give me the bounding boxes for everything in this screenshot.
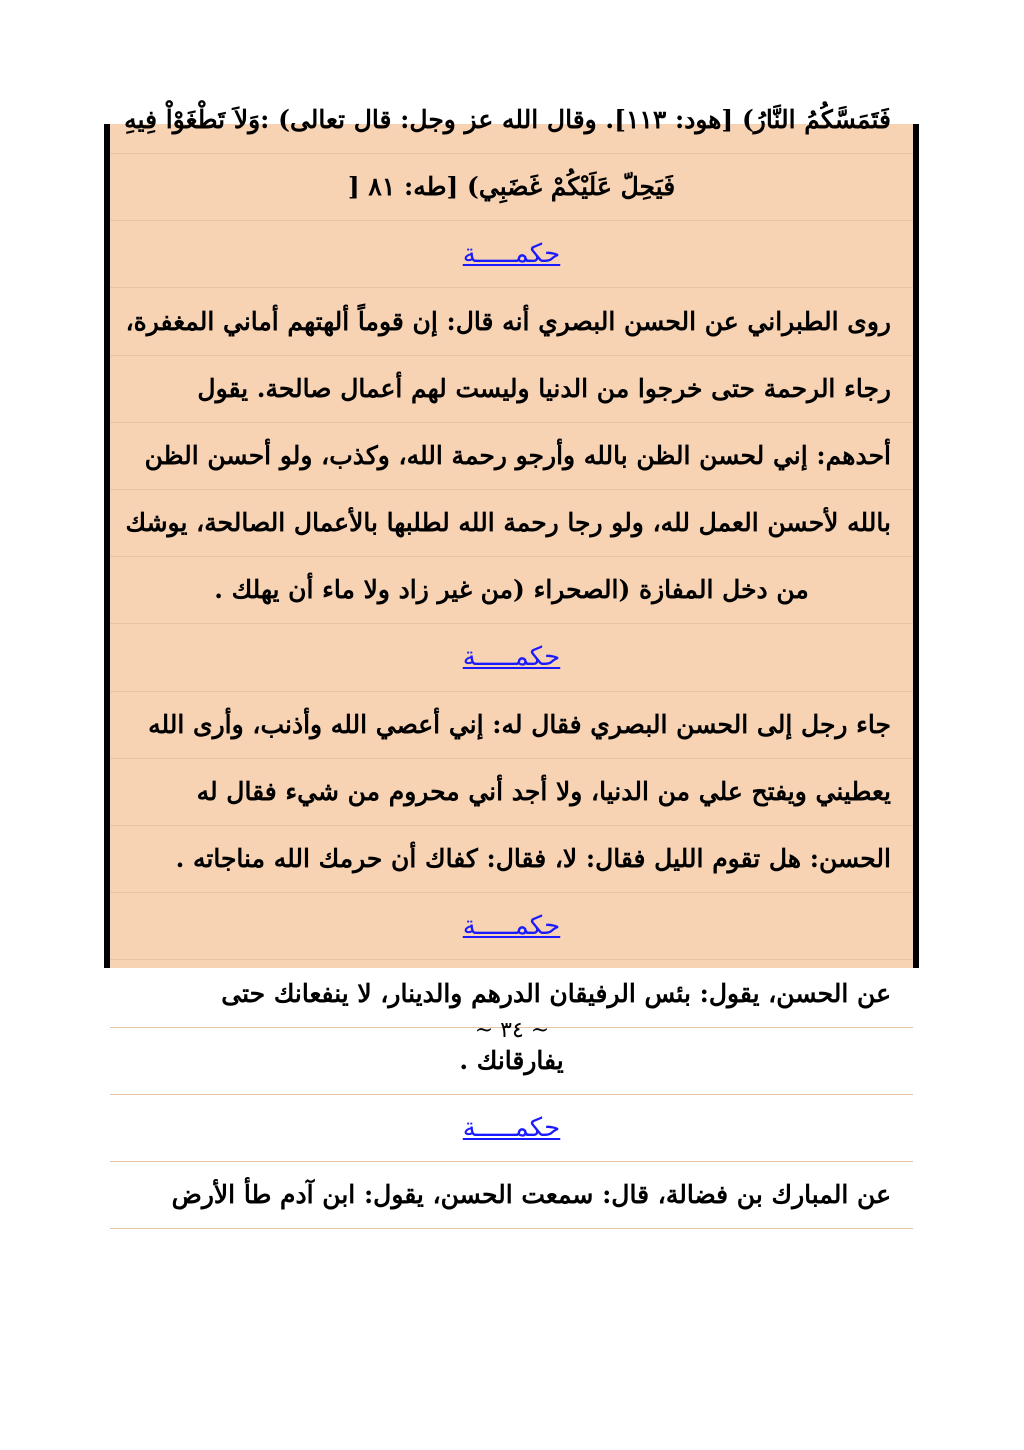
text-line-content: رجاء الرحمة حتى خرجوا من الدنيا وليست لهم أعمال صالحة. يقول [197, 373, 891, 403]
text-line-content: بالله لأحسن العمل لله، ولو رجا رحمة الله لطلبها بالأعمال الصالحة، يوشك [125, 508, 891, 538]
text-line-content: يفارقانك . [459, 1045, 564, 1075]
text-line-content: يعطيني ويفتح علي من الدنيا، ولا أجد أني محروم من شيء فقال له [196, 777, 891, 806]
text-line [110, 1161, 913, 1229]
text-line [110, 758, 913, 826]
text-line [110, 691, 913, 759]
text-line [110, 422, 913, 490]
text-line [110, 153, 913, 221]
text-line-content: أحدهم: إني لحسن الظن بالله وأرجو رحمة الله، وكذب، ولو أحسن الظن [144, 441, 891, 470]
text-line [110, 288, 913, 356]
text-line-content: روى الطبراني عن الحسن البصري أنه قال: إن قوماً ألهتهم أماني المغفرة، [125, 306, 891, 336]
section-heading[interactable] [110, 624, 913, 692]
text-line-content: جاء رجل إلى الحسن البصري فقال له: إني أعصي الله وأذنب، وأرى الله [148, 709, 891, 739]
page-number: ~ ٣٤ ~ [474, 1018, 550, 1043]
section-heading[interactable] [110, 892, 913, 960]
text-line [110, 355, 913, 423]
text-line-content: فَتَمَسَّكُمُ النَّارُ) [هود: ١١٣]. وقال الله عز وجل: قال تعالى) :وَلاَ تَطْغَوْاْ فِيهِ [124, 105, 891, 134]
section-heading-label[interactable]: حكمـــــة [462, 642, 561, 673]
text-line-content: من دخل المفازة (الصحراء (من غير زاد ولا ماء أن يهلك . [214, 575, 809, 605]
text-line-content: الحسن: هل تقوم الليل فقال: لا، فقال: كفاك أن حرمك الله مناجاته . [175, 844, 891, 874]
section-heading[interactable] [110, 220, 913, 288]
section-heading-label[interactable]: حكمـــــة [462, 238, 561, 269]
text-line-content: عن الحسن، يقول: بئس الرفيقان الدرهم والدينار، لا ينفعانك حتى [221, 978, 891, 1008]
text-line [110, 825, 913, 893]
section-heading-label[interactable]: حكمـــــة [462, 910, 561, 941]
text-line-content: عن المبارك بن فضالة، قال: سمعت الحسن، يقول: ابن آدم طأ الأرض [171, 1180, 891, 1210]
text-line [110, 556, 913, 624]
text-line [110, 489, 913, 557]
text-line [110, 86, 913, 154]
section-heading-label[interactable]: حكمـــــة [462, 1112, 561, 1143]
text-line-content: فَيَحِلّ عَلَيْكُمْ غَضَبِي) [طه: ٨١ [ [347, 172, 676, 202]
section-heading[interactable] [110, 1094, 913, 1162]
